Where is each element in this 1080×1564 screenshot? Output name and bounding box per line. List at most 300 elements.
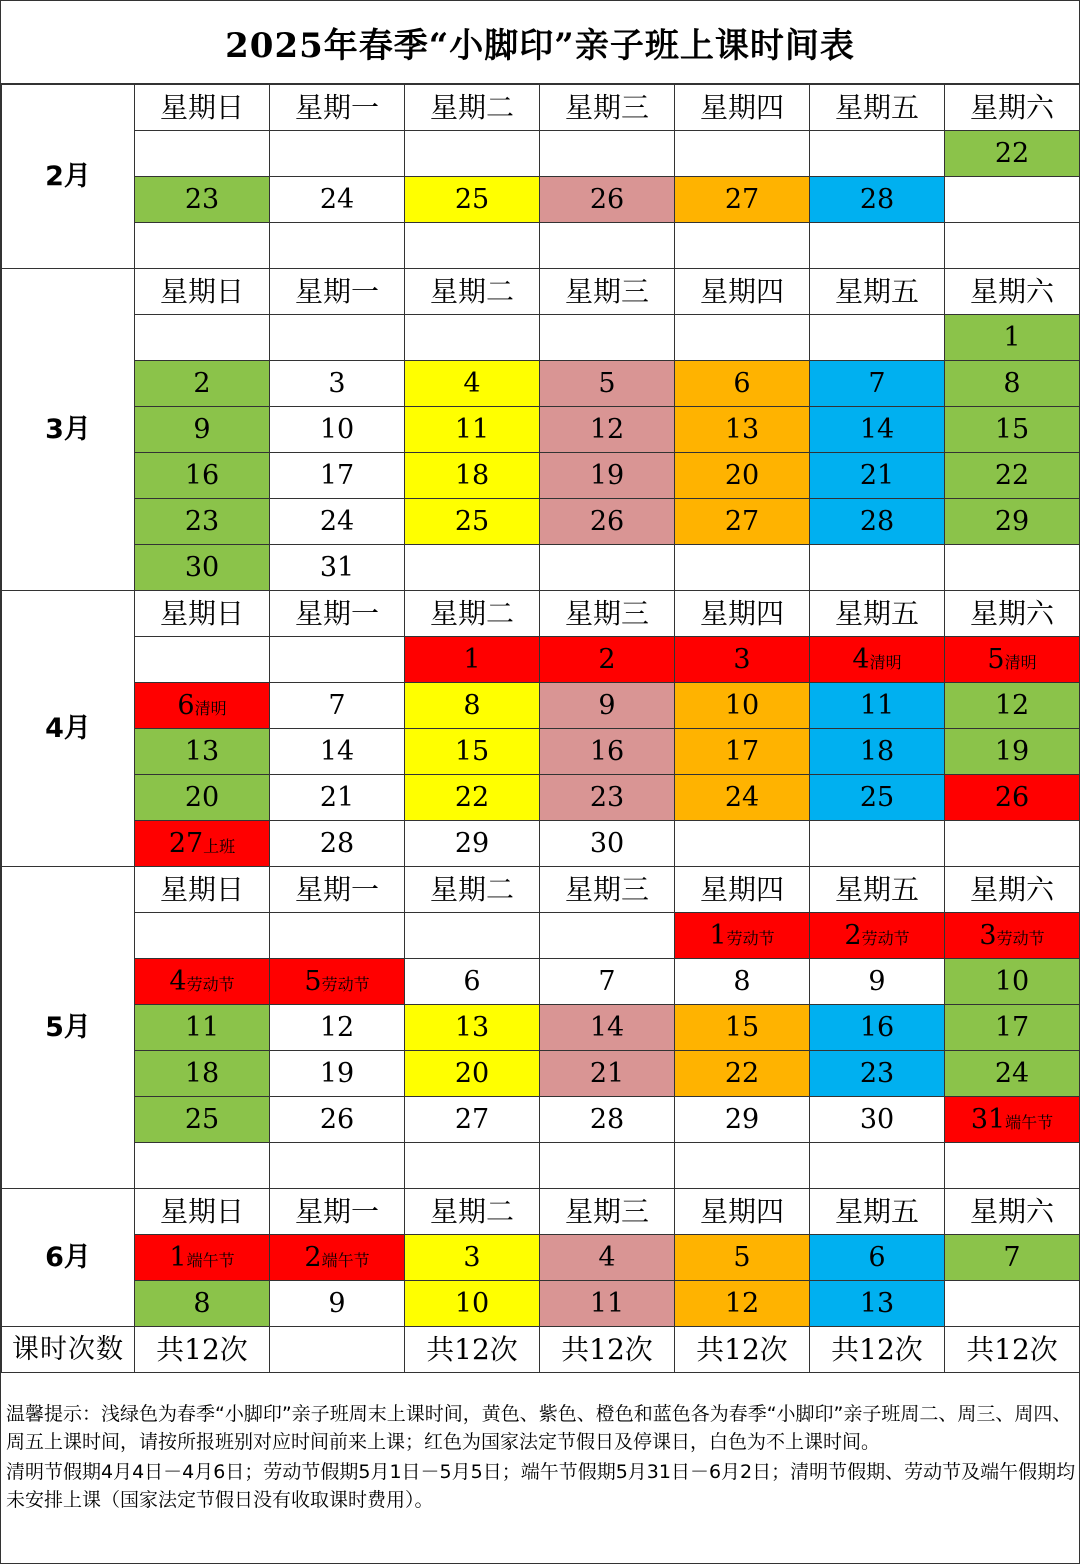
day-cell — [405, 499, 540, 545]
day-number: 15 — [994, 414, 1030, 445]
day-number: 12 — [319, 1012, 355, 1043]
day-number: 29 — [724, 1104, 760, 1135]
day-cell — [810, 545, 945, 591]
week-row — [2, 177, 1080, 223]
holiday-note: 上班 — [203, 837, 236, 856]
day-cell — [270, 1143, 405, 1189]
day-cell — [810, 1051, 945, 1097]
day-cell — [945, 499, 1080, 545]
day-cell — [540, 1097, 675, 1143]
day-cell — [810, 223, 945, 269]
day-cell — [810, 729, 945, 775]
day-number: 9 — [868, 966, 886, 997]
day-cell — [270, 177, 405, 223]
day-cell — [135, 223, 270, 269]
day-number: 9 — [328, 1288, 346, 1319]
day-number: 21 — [589, 1058, 625, 1089]
day-cell — [540, 775, 675, 821]
month-label: 6月 — [2, 1189, 135, 1327]
week-row — [2, 637, 1080, 683]
day-cell — [135, 499, 270, 545]
day-cell — [405, 1281, 540, 1327]
day-cell — [945, 959, 1080, 1005]
day-cell — [135, 1097, 270, 1143]
day-number: 27 — [724, 506, 760, 537]
calendar-table — [1, 84, 1080, 1373]
day-cell — [405, 361, 540, 407]
day-number: 28 — [589, 1104, 625, 1135]
week-row — [2, 1097, 1080, 1143]
week-row — [2, 315, 1080, 361]
day-number: 4 — [463, 368, 481, 399]
weekday-header: 星期四 — [675, 1189, 810, 1235]
day-cell — [270, 1235, 405, 1281]
day-cell — [810, 1143, 945, 1189]
day-cell — [540, 913, 675, 959]
schedule-title: 2025年春季“小脚印”亲子班上课时间表 — [1, 1, 1079, 84]
day-number: 15 — [454, 736, 490, 767]
day-number: 19 — [994, 736, 1030, 767]
day-cell — [810, 177, 945, 223]
day-number: 22 — [724, 1058, 760, 1089]
day-cell — [540, 683, 675, 729]
day-number: 26 — [994, 782, 1030, 813]
lesson-count-value: 共12次 — [405, 1327, 540, 1373]
day-cell — [405, 1235, 540, 1281]
holiday-note: 端午节 — [186, 1251, 235, 1270]
day-cell — [810, 499, 945, 545]
weekday-header: 星期五 — [810, 1189, 945, 1235]
day-number: 1 — [463, 644, 481, 675]
weekday-header-row — [2, 85, 1080, 131]
month-label: 3月 — [2, 269, 135, 591]
day-cell — [945, 775, 1080, 821]
week-row — [2, 1143, 1080, 1189]
day-cell — [135, 1235, 270, 1281]
day-cell — [675, 1235, 810, 1281]
weekday-header: 星期一 — [270, 269, 405, 315]
day-number: 12 — [724, 1288, 760, 1319]
day-number: 20 — [184, 782, 220, 813]
day-number: 17 — [319, 460, 355, 491]
holiday-note: 端午节 — [321, 1251, 370, 1270]
day-cell — [135, 775, 270, 821]
day-cell — [270, 1097, 405, 1143]
day-cell — [405, 637, 540, 683]
holiday-note: 劳动节 — [726, 929, 775, 948]
month-label: 5月 — [2, 867, 135, 1189]
day-cell — [405, 913, 540, 959]
day-cell — [810, 315, 945, 361]
day-number: 22 — [994, 138, 1030, 169]
day-cell — [675, 223, 810, 269]
weekday-header: 星期六 — [945, 591, 1080, 637]
day-number: 12 — [994, 690, 1030, 721]
day-cell — [945, 177, 1080, 223]
day-number: 26 — [319, 1104, 355, 1135]
day-number: 17 — [994, 1012, 1030, 1043]
day-cell — [675, 407, 810, 453]
day-cell — [945, 1143, 1080, 1189]
weekday-header: 星期五 — [810, 85, 945, 131]
day-cell — [540, 821, 675, 867]
day-number: 10 — [319, 414, 355, 445]
day-number: 28 — [859, 184, 895, 215]
day-number: 3 — [733, 644, 751, 675]
weekday-header: 星期日 — [135, 85, 270, 131]
day-cell — [135, 1143, 270, 1189]
day-number: 8 — [193, 1288, 211, 1319]
weekday-header: 星期二 — [405, 591, 540, 637]
day-number: 6 — [733, 368, 751, 399]
holiday-note: 清明 — [869, 653, 902, 672]
week-row — [2, 545, 1080, 591]
week-row — [2, 1051, 1080, 1097]
day-cell — [270, 959, 405, 1005]
day-cell — [540, 361, 675, 407]
day-number: 4 — [598, 1242, 616, 1273]
day-number: 13 — [454, 1012, 490, 1043]
weekday-header: 星期一 — [270, 591, 405, 637]
day-number: 10 — [454, 1288, 490, 1319]
day-cell — [135, 453, 270, 499]
day-number: 16 — [589, 736, 625, 767]
day-cell — [945, 1005, 1080, 1051]
day-cell — [675, 729, 810, 775]
lesson-count-label: 课时次数 — [2, 1327, 135, 1373]
day-number: 5 — [304, 966, 322, 997]
weekday-header: 星期六 — [945, 867, 1080, 913]
tips-holidays-note: 清明节假期4月4日－4月6日；劳动节假期5月1日－5月5日；端午节假期5月31日－6月2日；清明节假期、劳动节及端午假期均未安排上课（国家法定节假日没有收取课时费用）。 — [6, 1461, 1076, 1511]
weekday-header: 星期二 — [405, 867, 540, 913]
week-row — [2, 223, 1080, 269]
day-cell — [405, 683, 540, 729]
week-row — [2, 1005, 1080, 1051]
day-cell — [945, 407, 1080, 453]
day-cell — [540, 131, 675, 177]
lesson-count-row — [2, 1327, 1080, 1373]
day-cell — [675, 315, 810, 361]
day-cell — [810, 959, 945, 1005]
day-cell — [135, 131, 270, 177]
day-number: 27 — [454, 1104, 490, 1135]
day-number: 23 — [589, 782, 625, 813]
day-cell — [270, 683, 405, 729]
day-cell — [405, 453, 540, 499]
lesson-count-value: 共12次 — [810, 1327, 945, 1373]
day-number: 2 — [844, 920, 862, 951]
day-number: 3 — [979, 920, 997, 951]
day-cell — [540, 729, 675, 775]
day-number: 8 — [463, 690, 481, 721]
holiday-note: 劳动节 — [861, 929, 910, 948]
day-cell — [135, 315, 270, 361]
day-cell — [135, 407, 270, 453]
day-cell — [135, 637, 270, 683]
day-number: 19 — [589, 460, 625, 491]
day-number: 26 — [589, 184, 625, 215]
day-number: 12 — [589, 414, 625, 445]
day-cell — [270, 637, 405, 683]
lesson-count-value: 共12次 — [675, 1327, 810, 1373]
weekday-header: 星期日 — [135, 867, 270, 913]
day-cell — [405, 1005, 540, 1051]
week-row — [2, 913, 1080, 959]
holiday-note: 劳动节 — [996, 929, 1045, 948]
day-number: 8 — [733, 966, 751, 997]
day-cell — [405, 1097, 540, 1143]
weekday-header: 星期六 — [945, 1189, 1080, 1235]
day-number: 9 — [598, 690, 616, 721]
day-number: 27 — [168, 828, 204, 859]
day-cell — [270, 1281, 405, 1327]
day-number: 28 — [319, 828, 355, 859]
day-number: 11 — [184, 1012, 220, 1043]
day-cell — [810, 407, 945, 453]
lesson-count-value — [270, 1327, 405, 1373]
day-cell — [405, 821, 540, 867]
day-number: 15 — [724, 1012, 760, 1043]
day-cell — [405, 177, 540, 223]
day-cell — [540, 1005, 675, 1051]
day-cell — [135, 361, 270, 407]
day-number: 4 — [852, 644, 870, 675]
day-cell — [270, 361, 405, 407]
day-number: 16 — [184, 460, 220, 491]
weekday-header-row — [2, 591, 1080, 637]
day-cell — [270, 499, 405, 545]
day-number: 18 — [454, 460, 490, 491]
day-cell — [540, 407, 675, 453]
day-cell — [810, 361, 945, 407]
day-cell — [135, 545, 270, 591]
day-number: 28 — [859, 506, 895, 537]
weekday-header: 星期一 — [270, 1189, 405, 1235]
day-cell — [270, 1005, 405, 1051]
week-row — [2, 775, 1080, 821]
day-cell — [945, 315, 1080, 361]
day-cell — [540, 1235, 675, 1281]
month-label: 4月 — [2, 591, 135, 867]
day-cell — [675, 361, 810, 407]
day-number: 7 — [328, 690, 346, 721]
day-number: 6 — [868, 1242, 886, 1273]
weekday-header: 星期二 — [405, 85, 540, 131]
day-number: 30 — [859, 1104, 895, 1135]
day-number: 31 — [319, 552, 355, 583]
day-number: 2 — [193, 368, 211, 399]
day-cell — [945, 223, 1080, 269]
day-cell — [405, 223, 540, 269]
weekday-header: 星期三 — [540, 867, 675, 913]
weekday-header-row — [2, 867, 1080, 913]
day-cell — [675, 1097, 810, 1143]
day-cell — [675, 545, 810, 591]
day-cell — [405, 1051, 540, 1097]
day-cell — [405, 959, 540, 1005]
day-number: 24 — [994, 1058, 1030, 1089]
day-cell — [675, 1005, 810, 1051]
holiday-note: 清明 — [1004, 653, 1037, 672]
day-cell — [270, 315, 405, 361]
lesson-count-value: 共12次 — [135, 1327, 270, 1373]
weekday-header: 星期三 — [540, 269, 675, 315]
day-cell — [675, 177, 810, 223]
day-cell — [810, 1005, 945, 1051]
day-cell — [270, 407, 405, 453]
week-row — [2, 361, 1080, 407]
tips-section — [1, 1392, 1080, 1516]
day-cell — [270, 913, 405, 959]
day-cell — [270, 821, 405, 867]
day-number: 22 — [994, 460, 1030, 491]
day-number: 1 — [169, 1242, 187, 1273]
day-number: 21 — [319, 782, 355, 813]
day-cell — [675, 499, 810, 545]
day-cell — [540, 315, 675, 361]
day-number: 23 — [184, 506, 220, 537]
day-cell — [675, 1143, 810, 1189]
day-number: 13 — [724, 414, 760, 445]
week-row — [2, 1281, 1080, 1327]
week-row — [2, 821, 1080, 867]
weekday-header: 星期五 — [810, 591, 945, 637]
day-cell — [945, 683, 1080, 729]
day-cell — [945, 913, 1080, 959]
day-number: 22 — [454, 782, 490, 813]
day-cell — [540, 177, 675, 223]
day-number: 26 — [589, 506, 625, 537]
weekday-header: 星期六 — [945, 85, 1080, 131]
day-cell — [270, 223, 405, 269]
holiday-note: 清明 — [194, 699, 227, 718]
day-number: 20 — [724, 460, 760, 491]
day-cell — [405, 315, 540, 361]
weekday-header: 星期二 — [405, 1189, 540, 1235]
day-cell — [540, 223, 675, 269]
day-cell — [810, 131, 945, 177]
day-number: 11 — [454, 414, 490, 445]
day-cell — [135, 177, 270, 223]
day-cell — [945, 1097, 1080, 1143]
day-number: 27 — [724, 184, 760, 215]
day-number: 18 — [184, 1058, 220, 1089]
day-number: 20 — [454, 1058, 490, 1089]
day-cell — [945, 453, 1080, 499]
day-cell — [270, 1051, 405, 1097]
day-cell — [945, 361, 1080, 407]
day-cell — [540, 1051, 675, 1097]
day-cell — [675, 683, 810, 729]
day-number: 25 — [184, 1104, 220, 1135]
day-number: 4 — [169, 966, 187, 997]
day-number: 30 — [589, 828, 625, 859]
day-cell — [135, 683, 270, 729]
day-number: 6 — [463, 966, 481, 997]
day-number: 31 — [970, 1104, 1006, 1135]
tips-colors-note: 温馨提示：浅绿色为春季“小脚印”亲子班周末上课时间，黄色、紫色、橙色和蓝色各为春季“小脚印”亲子班周二、周三、周四、周五上课时间，请按所报班别对应时间前来上课；红色为国家法定节假日及停课日，白色为不上课时间。 — [6, 1403, 1072, 1453]
weekday-header: 星期四 — [675, 867, 810, 913]
day-cell — [675, 959, 810, 1005]
day-number: 13 — [184, 736, 220, 767]
day-cell — [540, 545, 675, 591]
weekday-header: 星期三 — [540, 85, 675, 131]
weekday-header: 星期三 — [540, 591, 675, 637]
week-row — [2, 1235, 1080, 1281]
day-number: 14 — [319, 736, 355, 767]
day-cell — [405, 407, 540, 453]
holiday-note: 劳动节 — [321, 975, 370, 994]
day-number: 11 — [589, 1288, 625, 1319]
lesson-count-value: 共12次 — [945, 1327, 1080, 1373]
day-cell — [810, 913, 945, 959]
weekday-header: 星期五 — [810, 269, 945, 315]
day-number: 13 — [859, 1288, 895, 1319]
weekday-header: 星期五 — [810, 867, 945, 913]
day-number: 6 — [177, 690, 195, 721]
day-number: 5 — [733, 1242, 751, 1273]
weekday-header: 星期六 — [945, 269, 1080, 315]
day-cell — [270, 453, 405, 499]
day-number: 25 — [454, 184, 490, 215]
day-number: 14 — [859, 414, 895, 445]
weekday-header: 星期一 — [270, 867, 405, 913]
holiday-note: 劳动节 — [186, 975, 235, 994]
day-number: 2 — [304, 1242, 322, 1273]
day-number: 24 — [724, 782, 760, 813]
day-cell — [945, 821, 1080, 867]
day-cell — [675, 131, 810, 177]
day-number: 3 — [328, 368, 346, 399]
weekday-header-row — [2, 269, 1080, 315]
weekday-header: 星期日 — [135, 591, 270, 637]
day-number: 11 — [859, 690, 895, 721]
week-row — [2, 683, 1080, 729]
week-row — [2, 499, 1080, 545]
day-number: 5 — [598, 368, 616, 399]
day-cell — [675, 1051, 810, 1097]
month-label: 2月 — [2, 85, 135, 269]
day-number: 24 — [319, 506, 355, 537]
weekday-header: 星期二 — [405, 269, 540, 315]
day-number: 21 — [859, 460, 895, 491]
day-number: 7 — [1003, 1242, 1021, 1273]
day-cell — [810, 453, 945, 499]
day-cell — [540, 637, 675, 683]
day-cell — [270, 131, 405, 177]
weekday-header: 星期一 — [270, 85, 405, 131]
day-number: 10 — [994, 966, 1030, 997]
holiday-note: 端午节 — [1005, 1113, 1054, 1132]
day-cell — [675, 821, 810, 867]
day-number: 16 — [859, 1012, 895, 1043]
day-number: 30 — [184, 552, 220, 583]
day-cell — [675, 1281, 810, 1327]
day-number: 8 — [1003, 368, 1021, 399]
weekday-header: 星期三 — [540, 1189, 675, 1235]
day-cell — [135, 1051, 270, 1097]
day-cell — [675, 453, 810, 499]
day-cell — [135, 1281, 270, 1327]
day-number: 1 — [1003, 322, 1021, 353]
day-cell — [540, 499, 675, 545]
weekday-header: 星期四 — [675, 591, 810, 637]
day-cell — [540, 1143, 675, 1189]
day-cell — [810, 637, 945, 683]
day-cell — [135, 729, 270, 775]
day-number: 7 — [598, 966, 616, 997]
day-cell — [270, 545, 405, 591]
